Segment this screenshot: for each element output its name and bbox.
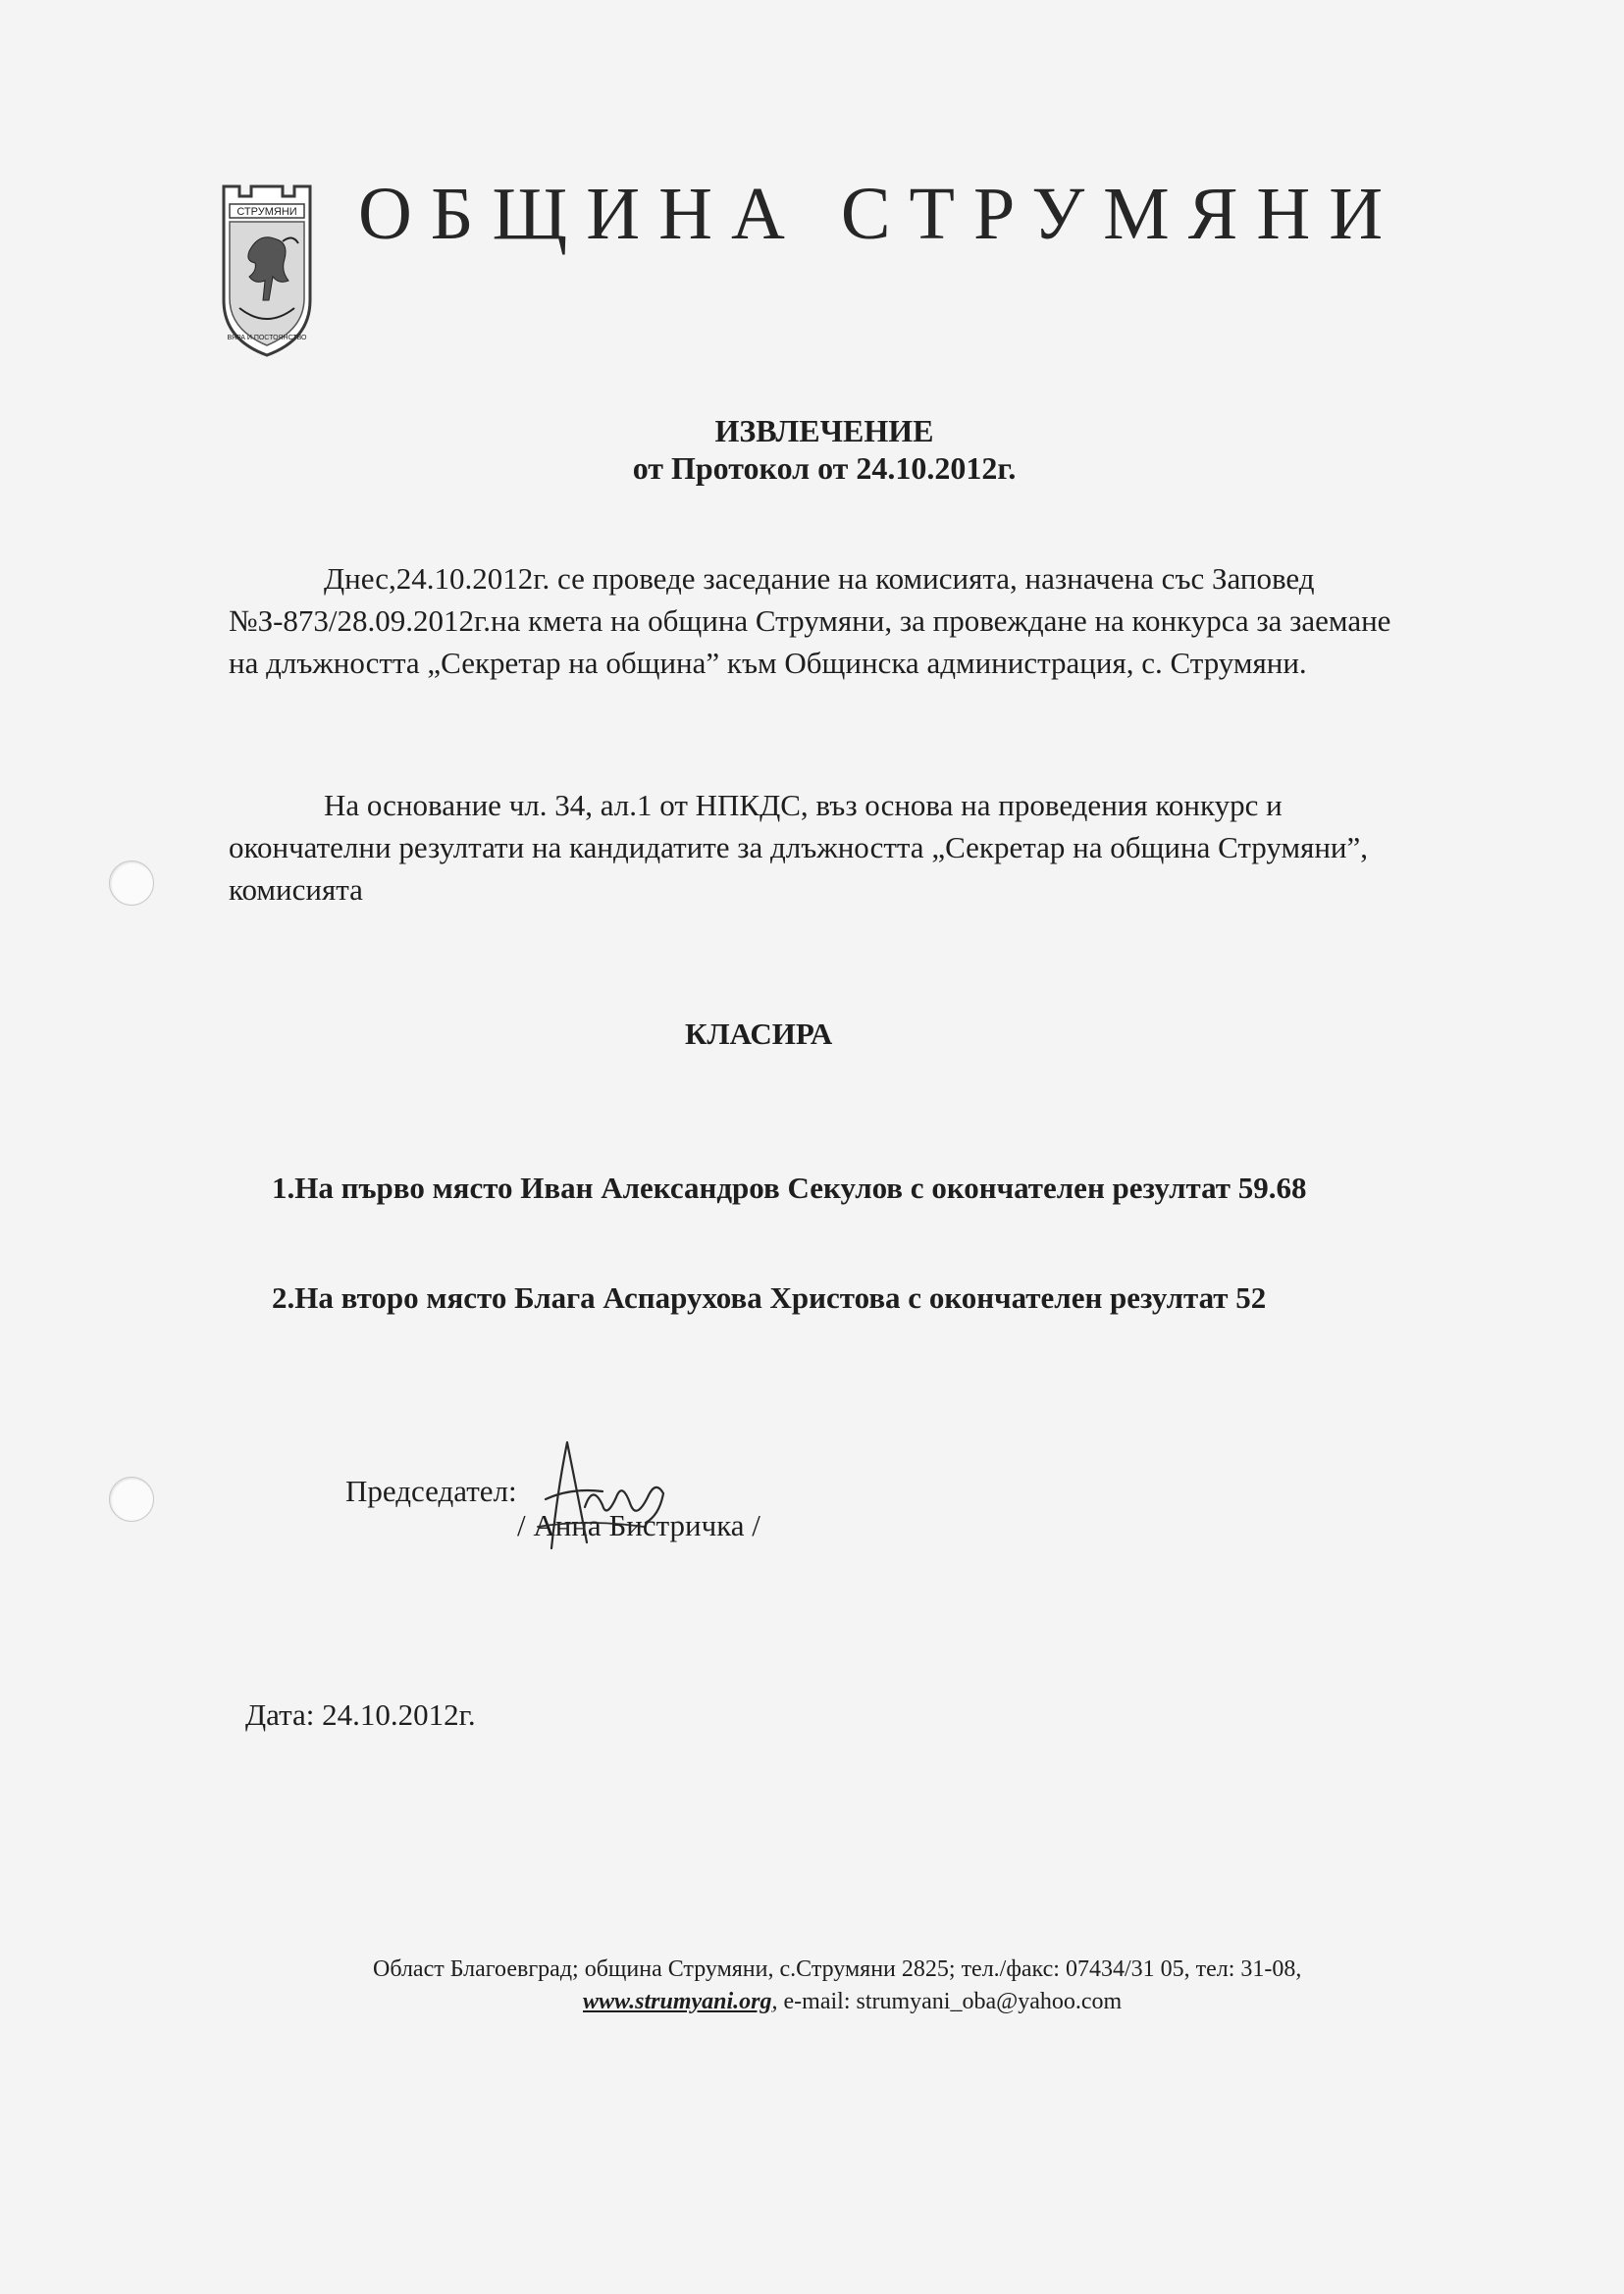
ranking-item-first: 1.На първо място Иван Александров Секулов с окончателен резултат 59.68 (272, 1171, 1307, 1205)
chairman-name: / Анна Бистричка / (517, 1508, 760, 1542)
coat-of-arms-icon (220, 182, 314, 359)
document-title: ИЗВЛЕЧЕНИЕ (714, 413, 934, 448)
footer-address: Област Благоевград; община Струмяни, с.Струмяни 2825; тел./факс: 07434/31 05, тел: 31-08, (373, 1956, 1302, 1982)
basis-paragraph: На основание чл. 34, ал.1 от НПКДС, въз основа на проведения конкурс и окончателни резултати на кандидатите за длъжността „Секретар на община Струмяни”, комисията (229, 788, 1369, 907)
intro-paragraph: Днес,24.10.2012г. се проведе заседание на комисията, назначена със Заповед №З-873/28.09.2012г.на кмета на община Струмяни, за провеждане на конкурса за заемане на длъжността „Секретар на община” към Общинска администрация, с. Струмяни. (229, 561, 1391, 680)
footer-contacts (583, 1987, 1122, 2016)
document-date: Дата: 24.10.2012г. (245, 1697, 476, 1732)
decision-heading: КЛАСИРА (685, 1017, 833, 1051)
ranking-item-second: 2.На второ място Блага Аспарухова Христова с окончателен резултат 52 (272, 1280, 1267, 1315)
document-subtitle: от Протокол от 24.10.2012г. (632, 450, 1017, 486)
website-link[interactable]: www.strumyani.org (583, 1989, 772, 2014)
municipality-name: ОБЩИНА СТРУМЯНИ (358, 173, 1402, 255)
punch-hole (109, 1477, 154, 1522)
svg-text:ВЯРА И ПОСТОЯНСТВО: ВЯРА И ПОСТОЯНСТВО (227, 335, 307, 341)
chairman-label: Председател: (345, 1474, 517, 1508)
punch-hole (109, 860, 154, 906)
svg-text:СТРУМЯНИ: СТРУМЯНИ (236, 206, 297, 218)
signature-icon (528, 1433, 675, 1560)
footer-email: , e-mail: strumyani_oba@yahoo.com (771, 1989, 1123, 2014)
